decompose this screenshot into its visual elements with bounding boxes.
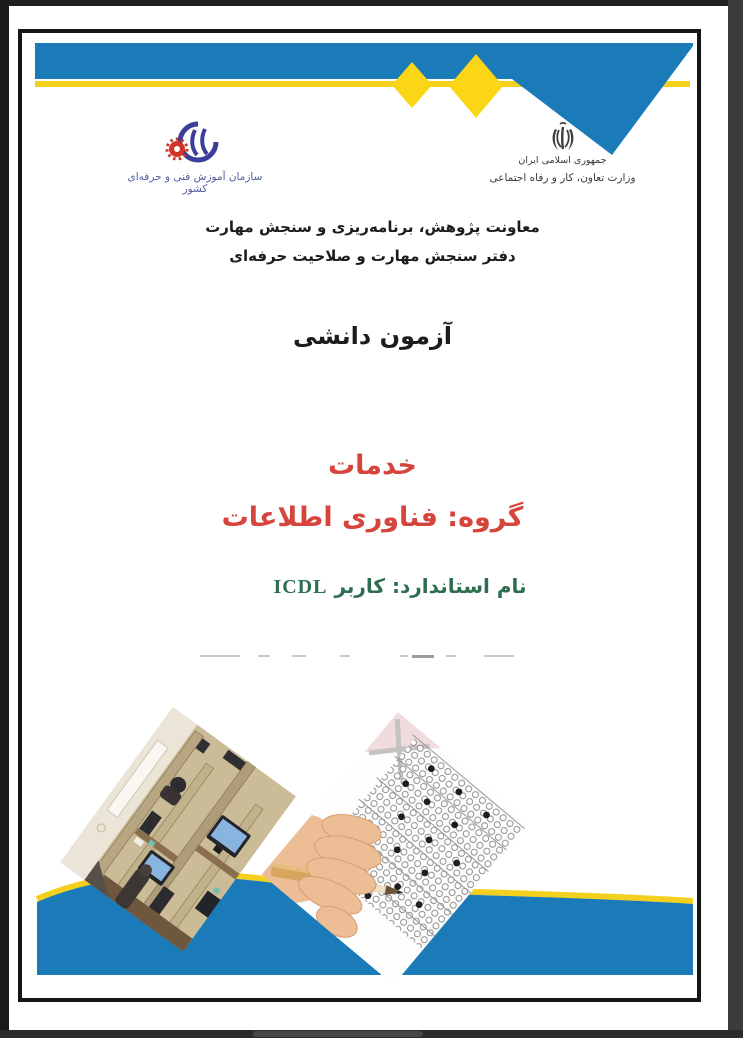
- iran-gov-line1: جمهوری اسلامی ایران: [518, 155, 607, 166]
- standard-label: نام استاندارد: کاربر: [334, 574, 527, 598]
- viewer-top-edge: [9, 0, 728, 6]
- iran-gov-line2: وزارت تعاون، کار و رفاه اجتماعی: [489, 172, 636, 184]
- viewer-left-edge: [0, 0, 9, 1030]
- horizontal-scrollbar-thumb[interactable]: [253, 1031, 423, 1037]
- service-title: خدمات: [327, 450, 418, 481]
- tvto-org-name: سازمان آموزش فنی و حرفه‌ای کشور: [127, 171, 263, 195]
- group-title: گروه: فناوری اطلاعات: [221, 502, 524, 533]
- exam-type-title: آزمون دانشی: [292, 322, 453, 350]
- redacted-text-remnant: [200, 654, 520, 658]
- blue-banner-shape: [35, 43, 693, 158]
- standard-name-line: [150, 574, 650, 599]
- deputy-line: معاونت پژوهش، برنامه‌ریزی و سنجش مهارت: [205, 218, 540, 236]
- tvto-logo-icon: [158, 118, 228, 170]
- office-line: دفتر سنجش مهارت و صلاحیت حرفه‌ای: [229, 247, 516, 265]
- standard-code: ICDL: [273, 576, 328, 598]
- viewer-right-panel: [728, 0, 743, 1030]
- iran-emblem-icon: [548, 120, 578, 156]
- horizontal-scrollbar-track[interactable]: [0, 1030, 743, 1038]
